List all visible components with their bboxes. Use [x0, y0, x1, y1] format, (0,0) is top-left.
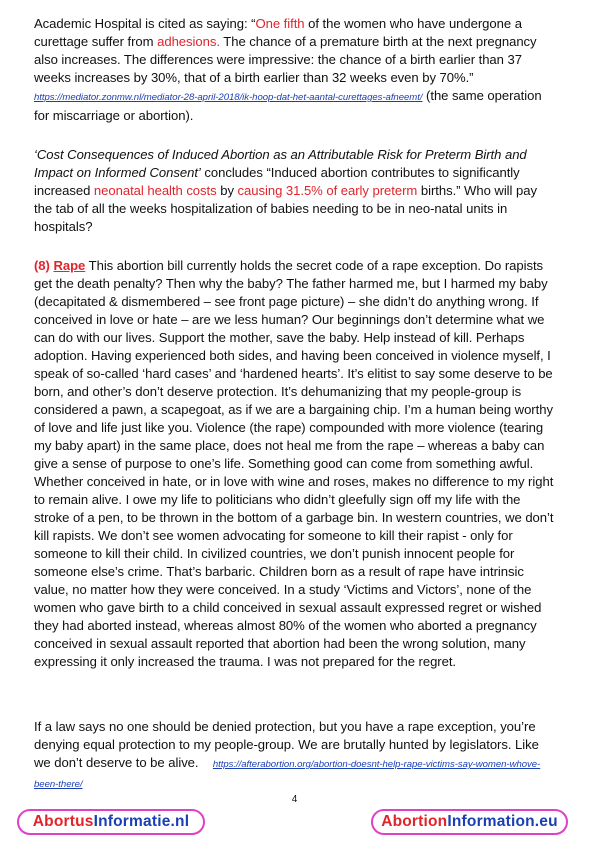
text-run: This abortion bill currently holds the secret code of a rape exception. Do rapists get the death penalty? Then why the baby? The father harmed me, but I harmed my baby (decapitated & dismembered – see front page picture) – she didn’t do anything wrong. If conceived in love or hate – are we less human? Our beginnings don’t determine what we can do with our lives. Support the mother, save the baby. Help instead of kill. Perhaps adoption. Having experienced both sides, and having been conceived in violence myself, I speak of so-called ‘hard cases’ and ‘hardened hearts’. It’s elitist to say some deserve to be born, and other’s don’t deserve protection. It’s dehumanizing that my people-group is considered a pawn, a scapegoat, as if we are a bargaining chip. I’m a human being worthy of love and life just like you. Violence (the rape) compounded with more violence (tearing my baby apart) in the same place, does not heal me from the rape – whereas a baby can give a sense of purpose to one’s life. Something good can come from something awful. Whether conceived in hate, or in love with wine and roses, makes no difference to my right to remain alive. I owe my life to politicians who didn’t gleefully sign off my life with the stroke of a pen, to be thrown in the bottom of a garbage bin. In western countries, we don’t kill rapists. We don’t see women advocating for someone to kill their rapist - only for someone to kill their child. In civilized countries, we don’t punish innocent people for someone else’s crime. That’s barbaric. Children born as a result of rape have intrinsic value, no matter how they were conceived. In a study ‘Victims and Victors’, none of the women who gave birth to a child conceived in sexual assault expressed regret or wished they had aborted instead, whereas almost 80% of the women who aborted a pregnancy conceived in sexual assault reported that abortion had been the wrong solution, many expressing it only increased the trauma. I was not prepared for the regret.: [34, 258, 554, 669]
logo-text: Abortion: [381, 813, 448, 830]
text-run: (the same operation for miscarriage or abortion).: [34, 88, 542, 123]
page-number: 4: [291, 794, 298, 805]
section-heading-rape: Rape: [53, 258, 86, 273]
footer-logo-abortusinformatie[interactable]: [17, 809, 205, 835]
footer-logo-abortioninformation[interactable]: [371, 809, 568, 835]
text-run: concludes “Induced abortion contributes to significantly increased: [34, 165, 520, 198]
paragraph-equal-protection: [34, 718, 555, 794]
highlight-neonatal-costs: neonatal health costs: [93, 183, 217, 198]
text-run: births.” Who will pay the tab of all the weeks hospitalization of babies needing to be in neo-natal units in hospitals?: [34, 183, 537, 234]
link-afterabortion[interactable]: https://afterabortion.org/abortion-doesnt-help-rape-victims-say-women-whove-been-there/: [34, 759, 541, 790]
highlight-adhesions: adhesions.: [157, 34, 220, 49]
logo-text: Informatie.nl: [93, 813, 190, 830]
logo-text: Information.eu: [447, 813, 558, 830]
section-number: (8): [34, 258, 50, 273]
text-run: Academic Hospital is cited as saying: “: [34, 16, 256, 31]
study-title: ‘Cost Consequences of Induced Abortion as an Attributable Risk for Preterm Birth and Impact on Informed Consent’: [34, 147, 527, 180]
link-mediator-zonmw[interactable]: https://mediator.zonmw.nl/mediator-28-april-2018/ik-hoop-dat-het-aantal-curettages-afneemt/: [34, 92, 423, 103]
highlight-preterm: causing 31.5% of early preterm: [237, 183, 418, 198]
text-run: of the women who have undergone a curettage suffer from: [34, 16, 522, 49]
highlight-one-fifth: One fifth: [255, 16, 305, 31]
paragraph-curettage: [34, 15, 555, 125]
paragraph-rape: [34, 257, 555, 671]
paragraph-cost-consequences: [34, 146, 555, 236]
text-run: The chance of a premature birth at the next pregnancy also increases. The differences were impressive: the chance of a birth earlier than 37 weeks increases by 30%, that of a birth earlier than 32 weeks even by 70%.”: [34, 34, 537, 85]
text-run: by: [216, 183, 238, 198]
text-run: If a law says no one should be denied protection, but you have a rape exception, you’re denying equal protection to my people-group. We are brutally hunted by legislators. Like we don’t deserve to be alive.: [34, 719, 539, 770]
logo-text: Abortus: [32, 813, 94, 830]
